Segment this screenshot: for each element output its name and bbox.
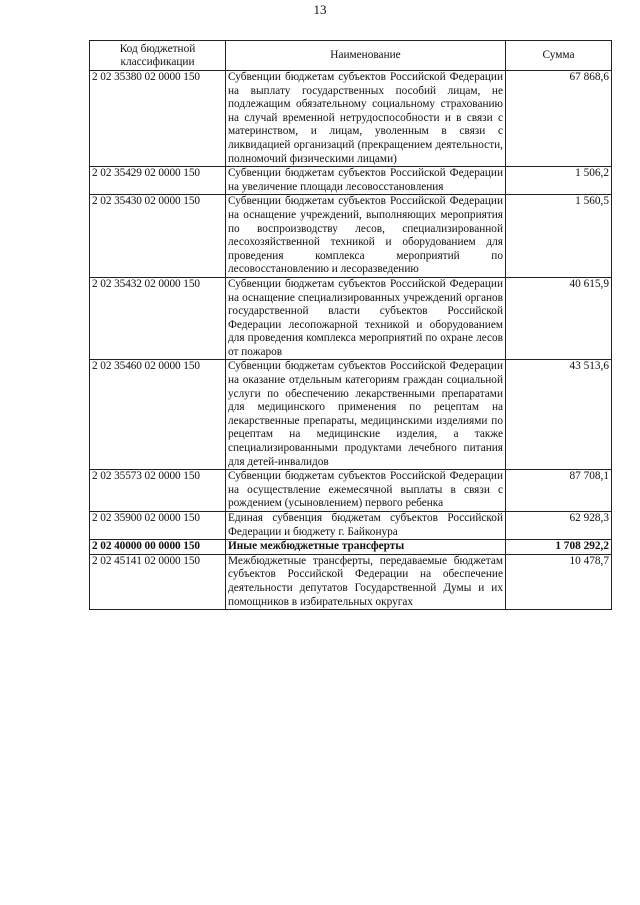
row-code: 2 02 35380 02 0000 150 — [90, 71, 226, 167]
page-number: 13 — [313, 2, 327, 17]
table-row — [90, 360, 612, 470]
row-name: Субвенции бюджетам субъектов Российской Федерации на увеличение площади лесовосстановления — [226, 167, 506, 195]
row-sum: 43 513,6 — [506, 360, 612, 470]
header-code: Код бюджетной классификации — [90, 41, 226, 71]
table-row-subtotal — [90, 540, 612, 555]
row-sum: 1 506,2 — [506, 167, 612, 195]
row-sum: 87 708,1 — [506, 470, 612, 512]
table-row — [90, 167, 612, 195]
row-sum: 67 868,6 — [506, 71, 612, 167]
row-sum: 40 615,9 — [506, 277, 612, 360]
budget-table — [89, 40, 612, 610]
header-sum: Сумма — [506, 41, 612, 71]
row-name: Субвенции бюджетам субъектов Российской Федерации на осуществление ежемесячной выплаты в связи с рождением (усыновлением) первого ребенка — [226, 470, 506, 512]
row-name: Субвенции бюджетам субъектов Российской Федерации на оснащение учреждений, выполняющих мероприятия по воспроизводству лесов, специализированной лесохозяйственной техникой и оборудованием для проведения комплекса мероприятий по лесовосстановлению и лесоразведению — [226, 195, 506, 278]
row-sum: 62 928,3 — [506, 512, 612, 540]
table-row — [90, 512, 612, 540]
row-code: 2 02 35429 02 0000 150 — [90, 167, 226, 195]
table-row — [90, 470, 612, 512]
row-name: Межбюджетные трансферты, передаваемые бюджетам субъектов Российской Федерации на обеспечение деятельности депутатов Государственной Думы и их помощников в избирательных округах — [226, 554, 506, 609]
row-code: 2 02 35460 02 0000 150 — [90, 360, 226, 470]
row-sum: 1 560,5 — [506, 195, 612, 278]
row-sum: 1 708 292,2 — [506, 540, 612, 555]
row-name: Субвенции бюджетам субъектов Российской Федерации на оказание отдельным категориям граждан социальной услуги по обеспечению лекарственными препаратами для медицинского применения по рецептам на лекарственные препараты, медицинскими изделиями по рецептам на медицинские изделия, а также специализированными продуктами лечебного питания для детей-инвалидов — [226, 360, 506, 470]
row-name: Единая субвенция бюджетам субъектов Российской Федерации и бюджету г. Байконура — [226, 512, 506, 540]
row-name: Иные межбюджетные трансферты — [226, 540, 506, 555]
table-header-row — [90, 41, 612, 71]
table-row — [90, 71, 612, 167]
row-sum: 10 478,7 — [506, 554, 612, 609]
row-name: Субвенции бюджетам субъектов Российской Федерации на выплату государственных пособий лицам, не подлежащим обязательному социальному страхованию на случай временной нетрудоспособности и в связи с материнством, и лицам, уволенным в связи с ликвидацией организаций (прекращением деятельности, полномочий физическими лицами) — [226, 71, 506, 167]
header-name: Наименование — [226, 41, 506, 71]
row-code: 2 02 40000 00 0000 150 — [90, 540, 226, 555]
row-code: 2 02 35430 02 0000 150 — [90, 195, 226, 278]
row-code: 2 02 35573 02 0000 150 — [90, 470, 226, 512]
row-code: 2 02 35900 02 0000 150 — [90, 512, 226, 540]
table-row — [90, 195, 612, 278]
row-name: Субвенции бюджетам субъектов Российской Федерации на оснащение специализированных учреждений органов государственной власти субъектов Российской Федерации лесопожарной техникой и оборудованием для проведения комплекса мероприятий по охране лесов от пожаров — [226, 277, 506, 360]
table-row — [90, 554, 612, 609]
row-code: 2 02 35432 02 0000 150 — [90, 277, 226, 360]
table-row — [90, 277, 612, 360]
row-code: 2 02 45141 02 0000 150 — [90, 554, 226, 609]
